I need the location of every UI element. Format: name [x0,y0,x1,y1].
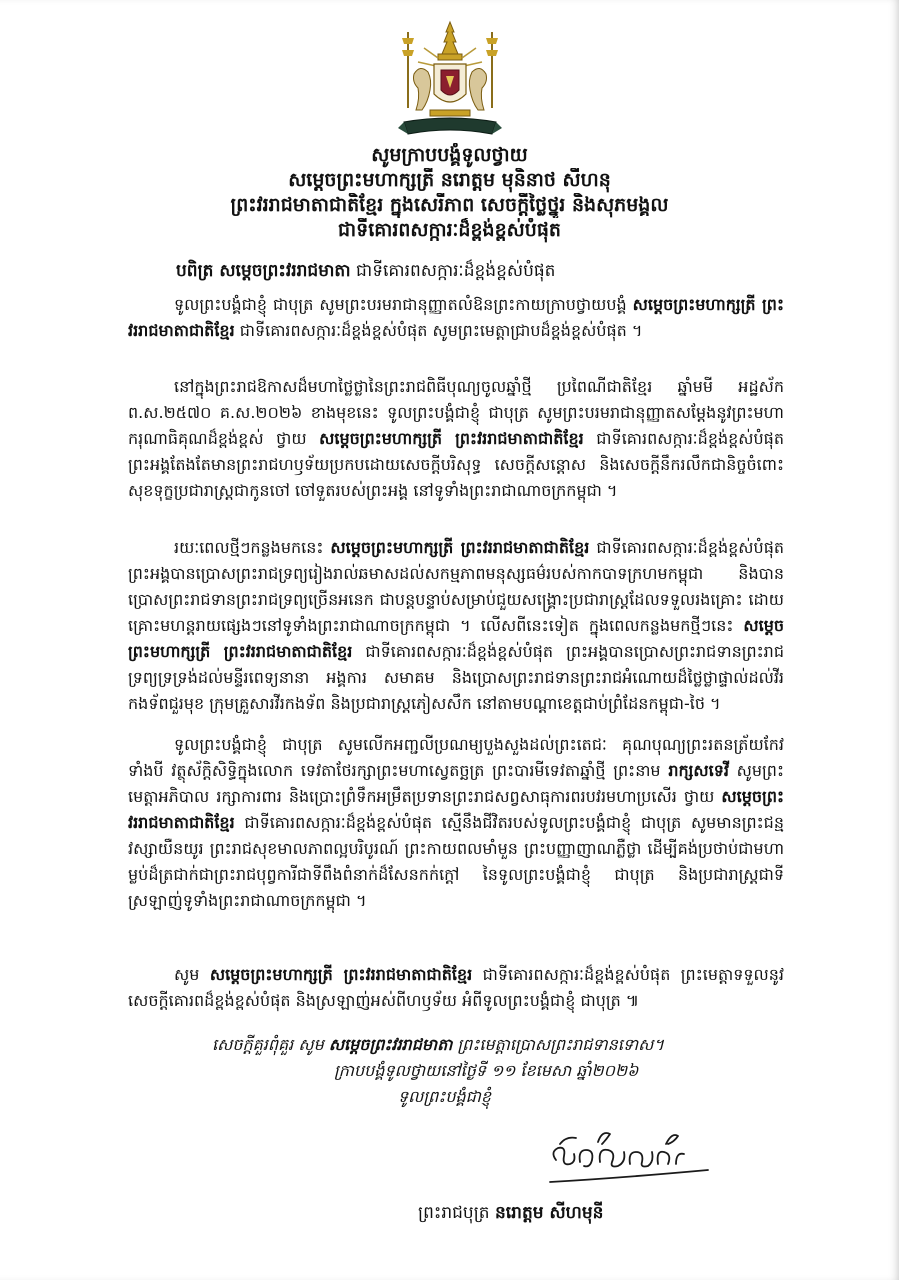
paragraph-text: ជាទីគោរពសក្ការៈដ៏ខ្ពង់ខ្ពស់បំផុត សូមព្រះមេត្តាជ្រាបដ៏ខ្ពង់ខ្ពស់បំផុត ។ [234,321,643,340]
paragraph-bold-title: សម្តេចព្រះវររាជមាតាជាតិខ្មែរ [128,787,784,832]
signer-name: នរោត្តម សីហមុនី [494,1203,604,1223]
salutation-rest: ជាទីគោរពសក្ការៈដ៏ខ្ពង់ខ្ពស់បំផុត [350,261,556,281]
royal-crest-icon [394,18,506,142]
paragraph-text: នៅក្នុងព្រះរាជឱកាសដ៏មហាថ្លៃថ្លានៃព្រះរាជពិធីបុណ្យចូលឆ្នាំថ្មី ប្រពៃណីជាតិខ្មែរ ឆ្នាំមមី អដ្ឋស័ក ព.ស.២៥៧០ គ.ស.២០២៦ ខាងមុខនេះ ទូលព្រះបង្គំជាខ្ញុំ ជាបុត្រ សូមព្រះបរមរាជានុញ្ញាតសម្តែងនូវព្រះមហាករុណាធិគុណដ៏ខ្ពង់ខ្ពស់ ថ្វាយ [128,377,784,448]
paragraph-text: ជាទីគោរពសក្ការៈដ៏ខ្ពង់ខ្ពស់បំផុត ព្រះអង្គបានប្រោសព្រះរាជទ្រព្យរៀងរាល់ឆមាសដល់សកម្មភាពមនុស្សធម៌របស់កាកបាទក្រហមកម្ពុជា និងបានប្រោសព្រះរាជទានព្រះរាជទ្រព្យច្រើនអនេក ជាបន្តបន្ទាប់សម្រាប់ជួយសង្គ្រោះប្រជារាស្រ្តដែលទទួលរងគ្រោះ ដោយគ្រោះមហន្តរាយផ្សេងៗនៅទូទាំងព្រះរាជាណាចក្រកម្ពុជា ។ លើសពីនេះទៀត ក្នុងពេលកន្លងមកថ្មីៗនេះ [128,538,784,635]
paragraph-text: ជាទីគោរពសក្ការៈដ៏ខ្ពង់ខ្ពស់បំផុត ព្រះអង្គបានប្រោសព្រះរាជទានព្រះរាជទ្រព្យទ្រទ្រង់ដល់មន្ទីរពេទ្យនានា អង្គការ សមាគម និងប្រោសព្រះរាជទានព្រះរាជអំណោយដ៏ថ្លៃថ្លាផ្ទាល់ដល់វីរកងទ័ពជួរមុខ ក្រុមគ្រួសារវីរកងទ័ព និងប្រជារាស្ត្រភៀសសឹក នៅតាមបណ្តាខេត្តជាប់ព្រំដែនកម្ពុជា-ថៃ ។ [128,642,784,713]
closing-text: សេចក្តីគួរពុំគួរ សូម [212,1035,329,1054]
paragraph-text: ជាទីគោរពសក្ការៈដ៏ខ្ពង់ខ្ពស់បំផុត ព្រះមេត្តាទទួលនូវសេចក្តីគោរពដ៏ខ្ពង់ខ្ពស់បំផុត និងស្រឡាញ់អស់ពីហឫទ័យ អំពីទូលព្រះបង្គំជាខ្ញុំ ជាបុត្រ ៕ [128,965,784,1010]
closing-date-line: ក្រាបបង្គំទូលថ្វាយនៅថ្ងៃទី ១១ ខែមេសា ឆ្នាំ២០២៦ [334,1061,639,1080]
heading-line: សម្តេចព្រះមហាក្សត្រី នរោត្តម មុនិនាថ សីហនុ [288,169,611,191]
paragraph-4 [128,732,784,942]
closing-bold-title: សម្តេចព្រះវររាជមាតា [328,1035,453,1054]
heading-line: ជាទីគោរពសក្ការៈដ៏ខ្ពង់ខ្ពស់បំផុត [338,219,561,241]
paragraph-5 [128,962,784,1042]
paragraph-bold-title: សម្តេចព្រះមហាក្សត្រី ព្រះវររាជមាតាជាតិខ្មែរ [330,538,590,557]
salutation-prefix: បពិត្រ [176,261,220,281]
handwritten-signature [540,1122,720,1194]
paragraph-bold-name: រាក្សសទេវី [668,761,729,780]
paragraph-2 [128,374,784,532]
paragraph-3 [128,535,784,719]
paragraph-text: សូមព្រះមេត្តាអភិបាល រក្សាការពារ និងប្រោះព្រំទឹកអម្រឹតប្រទានព្រះរាជសព្វសាធុការពរបវរមហាប្រសើរ ថ្វាយ [128,761,784,806]
paragraph-bold-title: សម្តេចព្រះមហាក្សត្រី ព្រះវររាជមាតាជាតិខ្មែរ [128,295,784,340]
closing-line-1 [212,1033,812,1059]
heading-line: ព្រះវររាជមាតាជាតិខ្មែរ ក្នុងសេរីភាព សេចក្តីថ្លៃថ្នូរ និងសុភមង្គល [230,194,669,216]
signer-block [418,1200,818,1228]
paragraph-text: រយៈពេលថ្មីៗកន្លងមកនេះ [174,538,331,557]
closing-line-3: ទូលព្រះបង្គំជាខ្ញុំ [398,1087,492,1106]
heading-line: សូមក្រាបបង្គំទូលថ្វាយ [371,144,528,166]
paragraph-bold-title: សម្តេចព្រះមហាក្សត្រី ព្រះវររាជមាតាជាតិខ្មែរ [319,429,584,448]
paragraph-bold-title: សម្តេចព្រះមហាក្សត្រី ព្រះវររាជមាតាជាតិខ្មែរ [209,965,473,984]
closing-text: ព្រះមេត្តាប្រោសព្រះរាជទានទោស។ [452,1035,664,1054]
paragraph-text: ទូលព្រះបង្គំជាខ្ញុំ ជាបុត្រ សូមព្រះបរមរាជានុញ្ញាតលំឱនព្រះកាយក្រាបថ្វាយបង្គំ [174,295,633,314]
paragraph-1 [128,292,784,372]
paragraph-text: សូម [174,965,210,984]
paragraph-bold-title: សម្តេចព្រះមហាក្សត្រី ព្រះវររាជមាតាជាតិខ្មែរ [128,616,784,661]
signer-title: ព្រះរាជបុត្រ [418,1203,495,1223]
paragraph-text: ជាទីគោរពសក្ការៈដ៏ខ្ពង់ខ្ពស់បំផុត ព្រះអង្គតែងតែមានព្រះរាជហឫទ័យប្រកបដោយសេចក្តីបរិសុទ្ធ សេចក្តីសន្តោស និងសេចក្តីនឹករលឹកជានិច្ចចំពោះសុខទុក្ខប្រជារាស្រ្តជាកូនចៅ ចៅទួតរបស់ព្រះអង្គ នៅទូទាំងព្រះរាជាណាចក្រកម្ពុជា ។ [128,429,784,500]
paragraph-text: ជាទីគោរពសក្ការៈដ៏ខ្ពង់ខ្ពស់បំផុត ស្មើនឹងជីវិតរបស់ទូលព្រះបង្គំជាខ្ញុំ ជាបុត្រ សូមមានព្រះជន្មវស្សាយឺនយូរ ព្រះរាជសុខមាលភាពល្អបរិបូរណ៍ ព្រះកាយពលមាំមួន ព្រះបញ្ញាញាណភ្លឺថ្លា ដើម្បីគង់ប្រថាប់ជាមហាម្លប់ដ៏ត្រជាក់ជាព្រះរាជបុព្វការីជាទីពឹងពំនាក់ដ៏សែនកក់ក្តៅ នៃទូលព្រះបង្គំជាខ្ញុំ ជាបុត្រ និងប្រជារាស្រ្តជាទីស្រឡាញ់ទូទាំងព្រះរាជាណាចក្រកម្ពុជា ។ [128,813,784,910]
letter-heading [40,143,859,247]
salutation [176,258,816,286]
paragraph-text: ទូលព្រះបង្គំជាខ្ញុំ ជាបុត្រ សូមលើកអញ្ជលីប្រណម្យបួងសួងដល់ព្រះតេជៈ គុណបុណ្យព្រះរតនត្រ័យកែវទាំងបី វត្ថុស័ក្តិសិទ្ធិក្នុងលោក ទេវតាថែរក្សាព្រះមហាស្វេតច្ឆត្រ ព្រះបារមីទេវតាឆ្នាំថ្មី ព្រះនាម [128,735,784,780]
salutation-title: សម្តេចព្រះវររាជមាតា [219,261,351,281]
